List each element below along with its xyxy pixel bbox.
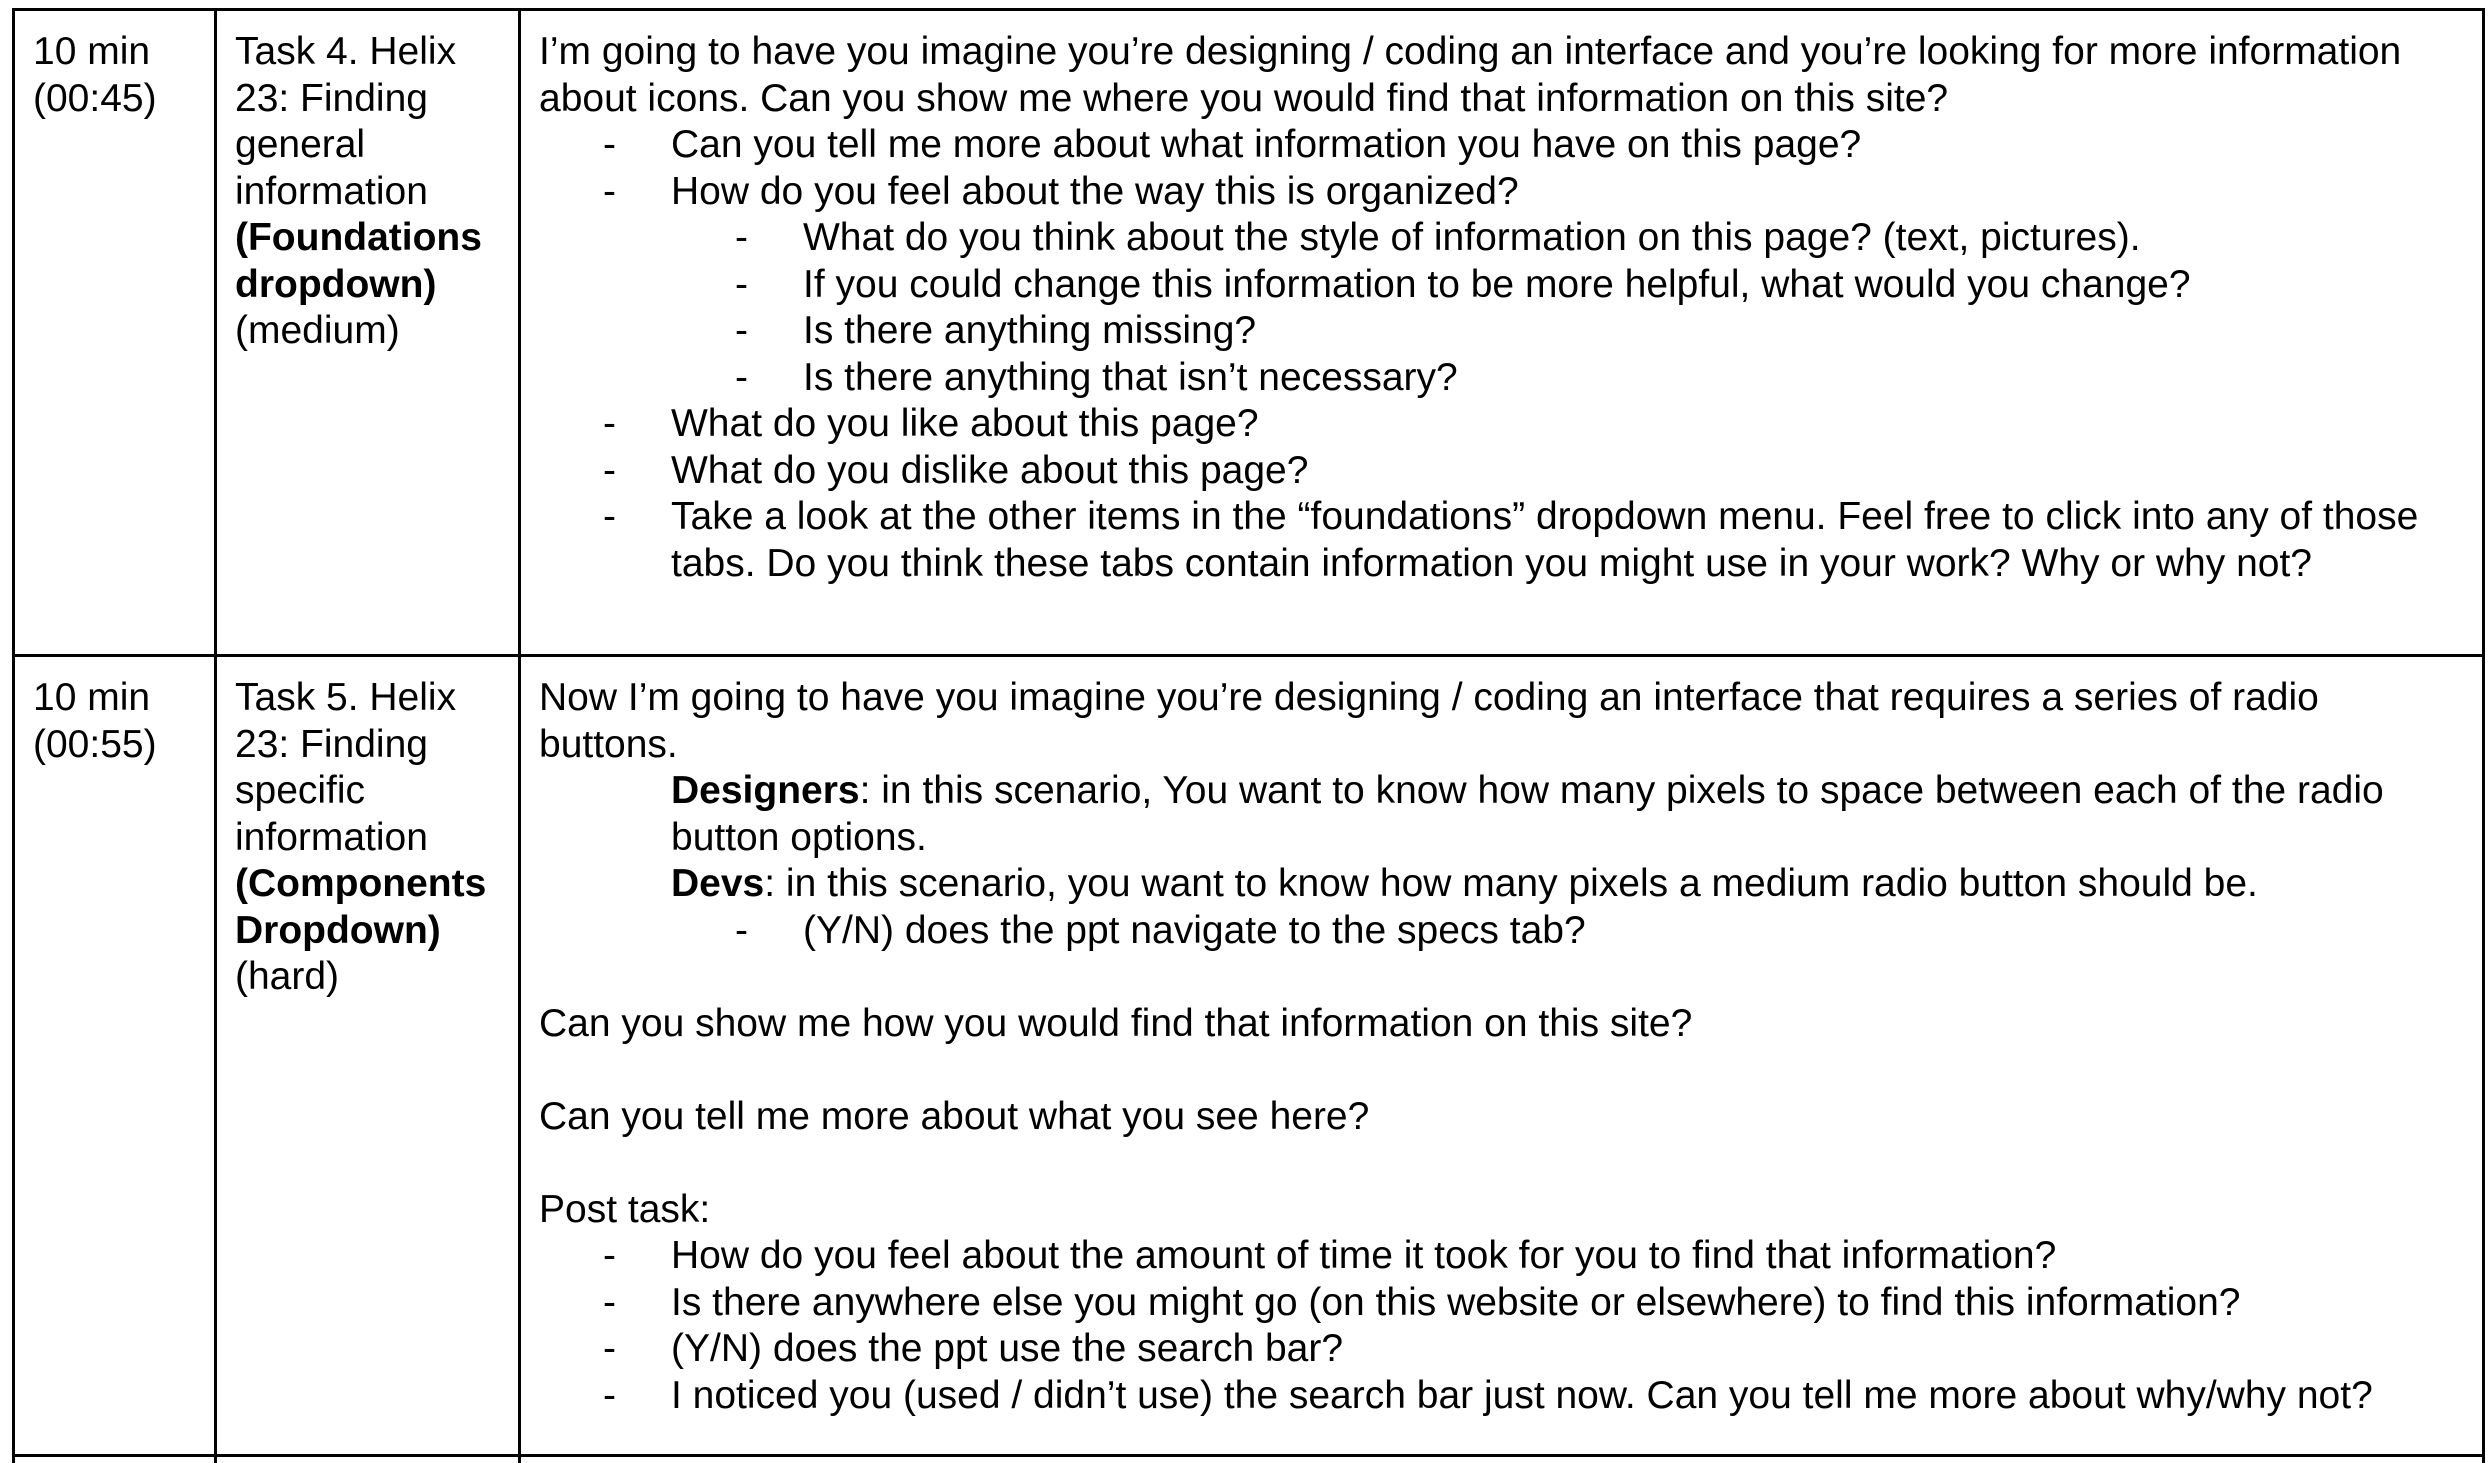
bullet-dash: - <box>603 401 616 448</box>
list-item <box>539 494 2464 587</box>
task-title-line: general <box>235 122 500 169</box>
question-text: What do you dislike about this page? <box>671 449 1308 492</box>
designers-scenario <box>539 768 2464 861</box>
list-item <box>539 262 2464 309</box>
check-item-text: (Y/N) does the ppt navigate to the specs tab? <box>803 909 1586 952</box>
task-row <box>14 10 2484 656</box>
bullet-dash: - <box>603 1326 616 1373</box>
list-item <box>539 308 2464 355</box>
bullet-dash: - <box>603 1233 616 1280</box>
prompt-text: Can you tell me more about what you see here? <box>539 1094 2464 1141</box>
sub-question-text: Is there anything missing? <box>803 309 1256 352</box>
task-cell <box>216 10 520 656</box>
bullet-dash: - <box>735 355 748 402</box>
bullet-dash: - <box>603 1373 616 1420</box>
task-title-line: information <box>235 815 500 862</box>
sub-question-text: What do you think about the style of information on this page? (text, pictures). <box>803 216 2141 259</box>
task-section-label: Dropdown) <box>235 908 500 955</box>
list-item <box>539 1233 2464 1280</box>
task-title-line: Task 4. Helix <box>235 29 500 76</box>
bullet-dash: - <box>603 1280 616 1327</box>
bullet-dash: - <box>735 308 748 355</box>
task-intro: Now I’m going to have you imagine you’re designing / coding an interface that requires a series of radio buttons. <box>539 675 2464 768</box>
usability-script-table <box>12 8 2485 1463</box>
designers-label: Designers <box>671 769 860 812</box>
task-cell <box>216 1456 520 1463</box>
sub-question-text: Is there anything that isn’t necessary? <box>803 356 1458 399</box>
task-title-line: Task 5. Helix <box>235 675 500 722</box>
post-question-text: (Y/N) does the ppt use the search bar? <box>671 1327 1343 1370</box>
list-item <box>539 401 2464 448</box>
task-cell <box>216 656 520 1456</box>
list-item <box>539 1373 2464 1420</box>
script-cell <box>520 1456 2484 1463</box>
list-item <box>539 122 2464 169</box>
list-item <box>539 1326 2464 1373</box>
time-cell <box>14 1456 216 1463</box>
duration: 10 min <box>33 675 196 722</box>
devs-text: : in this scenario, you want to know how many pixels a medium radio button should be. <box>764 862 2258 905</box>
post-task-label: Post task: <box>539 1187 2464 1234</box>
question-text: What do you like about this page? <box>671 402 1259 445</box>
question-text: Can you tell me more about what information you have on this page? <box>671 123 1861 166</box>
bullet-dash: - <box>603 169 616 216</box>
question-text: Take a look at the other items in the “foundations” dropdown menu. Feel free to click into any of those tabs. Do you think these tabs contain information you might use in your work? Why or why not? <box>671 495 2418 585</box>
duration: 10 min <box>33 29 196 76</box>
post-question-text: I noticed you (used / didn’t use) the search bar just now. Can you tell me more about why/why not? <box>671 1374 2373 1417</box>
task-difficulty: (medium) <box>235 308 500 355</box>
bullet-dash: - <box>603 494 616 541</box>
bullet-dash: - <box>735 262 748 309</box>
task-row <box>14 656 2484 1456</box>
task-title <box>235 29 500 355</box>
table-row-partial <box>14 1456 2484 1463</box>
post-question-text: Is there anywhere else you might go (on this website or elsewhere) to find this information? <box>671 1281 2240 1324</box>
time-cell <box>14 10 216 656</box>
task-title-line: information <box>235 169 500 216</box>
bullet-dash: - <box>735 908 748 955</box>
task-section-label: (Foundations <box>235 215 500 262</box>
bullet-dash: - <box>735 215 748 262</box>
list-item <box>539 215 2464 262</box>
list-item <box>539 355 2464 402</box>
script-cell <box>520 10 2484 656</box>
post-question-text: How do you feel about the amount of time it took for you to find that information? <box>671 1234 2056 1277</box>
task-title-line: 23: Finding <box>235 76 500 123</box>
task-section-label: (Components <box>235 861 500 908</box>
sub-question-text: If you could change this information to be more helpful, what would you change? <box>803 263 2191 306</box>
question-text: How do you feel about the way this is organized? <box>671 170 1519 213</box>
list-item <box>539 448 2464 495</box>
timestamp: (00:55) <box>33 722 196 769</box>
time-cell <box>14 656 216 1456</box>
task-difficulty: (hard) <box>235 954 500 1001</box>
list-item <box>539 169 2464 216</box>
task-section-label: dropdown) <box>235 262 500 309</box>
task-intro: I’m going to have you imagine you’re designing / coding an interface and you’re looking for more information about icons. Can you show me where you would find that information on this site? <box>539 29 2464 122</box>
task-title-line: specific <box>235 768 500 815</box>
designers-text: : in this scenario, You want to know how many pixels to space between each of the radio button options. <box>671 769 2384 859</box>
devs-label: Devs <box>671 862 764 905</box>
task-title <box>235 675 500 1001</box>
bullet-dash: - <box>603 448 616 495</box>
script-cell <box>520 656 2484 1456</box>
prompt-text: Can you show me how you would find that information on this site? <box>539 1001 2464 1048</box>
bullet-dash: - <box>603 122 616 169</box>
devs-scenario <box>539 861 2464 908</box>
list-item <box>539 908 2464 955</box>
task-title-line: 23: Finding <box>235 722 500 769</box>
list-item <box>539 1280 2464 1327</box>
timestamp: (00:45) <box>33 76 196 123</box>
